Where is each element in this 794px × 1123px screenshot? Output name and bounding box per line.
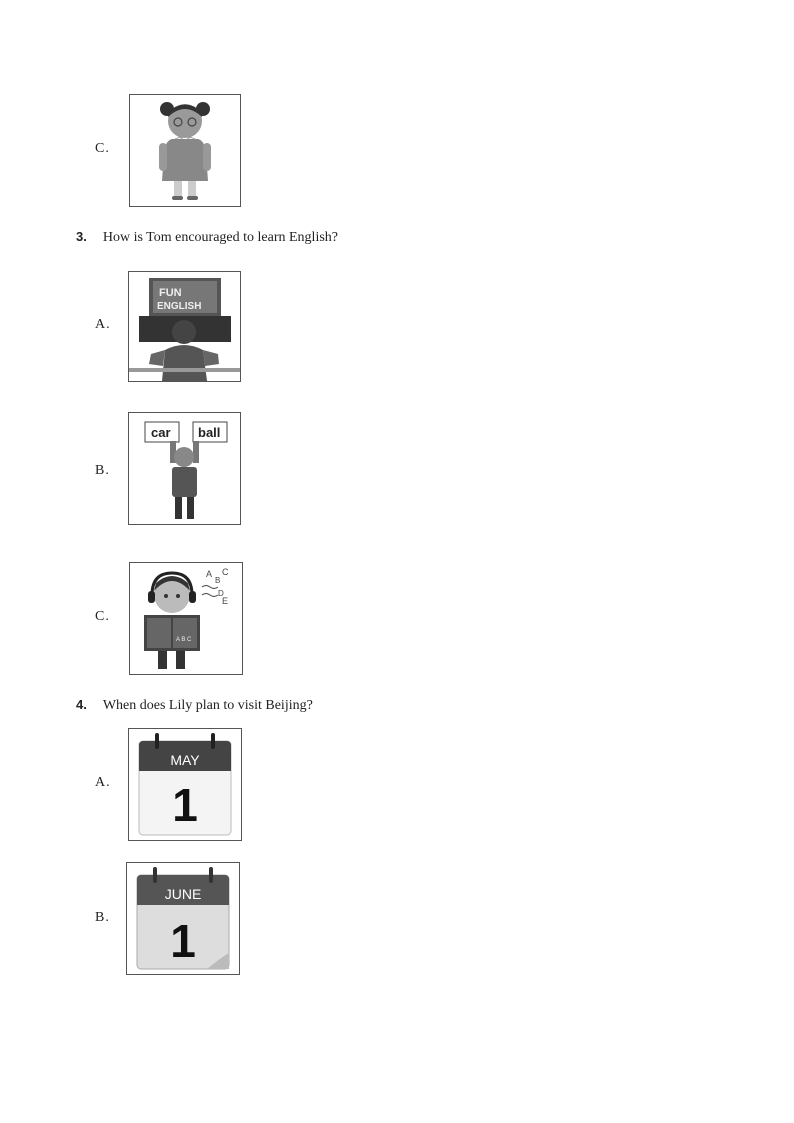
calendar-icon bbox=[129, 729, 241, 840]
screen-text-english: ENGLISH bbox=[157, 301, 202, 312]
boy-holding-word-cards-picture[interactable] bbox=[128, 412, 241, 525]
calendar-may-1-picture[interactable] bbox=[128, 728, 242, 841]
question-4 bbox=[76, 697, 313, 714]
calendar-icon bbox=[127, 863, 239, 974]
boy-watching-fun-english-screen-picture[interactable] bbox=[128, 271, 241, 382]
calendar-day: 1 bbox=[172, 779, 198, 831]
calendar-june-1-picture[interactable] bbox=[126, 862, 240, 975]
option-label-q3-a: A. bbox=[95, 317, 111, 332]
question-text: When does Lily plan to visit Beijing? bbox=[102, 698, 313, 713]
option-label-q4-a: A. bbox=[95, 775, 111, 790]
screen-text-fun: FUN bbox=[159, 287, 182, 299]
letter-b: B bbox=[215, 576, 221, 585]
girl-icon bbox=[130, 95, 240, 206]
book-text: A B C bbox=[176, 637, 192, 643]
letter-e: E bbox=[222, 596, 229, 606]
card-text-ball: ball bbox=[198, 425, 221, 440]
calendar-month: JUNE bbox=[164, 886, 202, 902]
card-text-car: car bbox=[151, 425, 171, 440]
option-label-q3-b: B. bbox=[95, 463, 110, 478]
option-label-q2-c: C. bbox=[95, 141, 110, 156]
letter-d: D bbox=[218, 589, 224, 598]
question-number: 4. bbox=[76, 697, 87, 712]
girl-standing-picture[interactable] bbox=[129, 94, 241, 207]
word-cards-icon bbox=[129, 413, 240, 524]
calendar-month: MAY bbox=[170, 752, 200, 768]
calendar-day: 1 bbox=[170, 915, 196, 967]
question-number: 3. bbox=[76, 229, 87, 244]
headphones-book-icon bbox=[130, 563, 242, 674]
option-label-q4-b: B. bbox=[95, 910, 110, 925]
boy-reading-book-with-headphones-picture[interactable] bbox=[129, 562, 243, 675]
letter-c: C bbox=[222, 567, 229, 577]
letter-a: A bbox=[206, 569, 213, 579]
option-label-q3-c: C. bbox=[95, 609, 110, 624]
question-text: How is Tom encouraged to learn English? bbox=[102, 230, 338, 245]
question-3 bbox=[76, 229, 338, 246]
computer-screen-icon bbox=[129, 272, 240, 381]
